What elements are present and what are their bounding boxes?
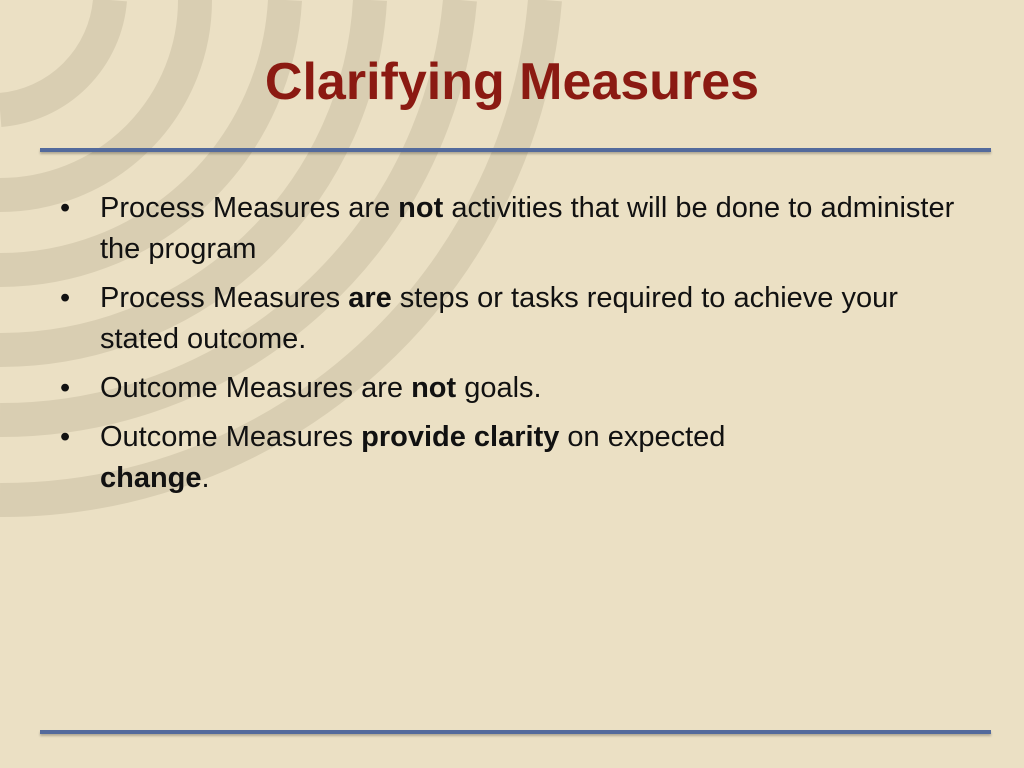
- bullet-text-bold: are: [348, 282, 392, 314]
- bullet-text-plain: steps or tasks required to achieve your stated outcome.: [100, 282, 898, 355]
- bullet-text-plain: Process Measures are: [100, 192, 399, 224]
- bullet-text-bold: change: [100, 462, 202, 494]
- bullet-text-bold: not: [411, 372, 457, 404]
- top-divider: [40, 148, 991, 152]
- bullet-list: [60, 188, 960, 507]
- bullet-text-plain: Outcome Measures: [100, 421, 362, 453]
- bullet-item: [60, 417, 960, 499]
- bullet-item: [60, 188, 960, 270]
- bullet-dot: •: [60, 421, 71, 453]
- bullet-text-plain: goals.: [456, 372, 542, 404]
- bullet-dot: •: [60, 192, 71, 224]
- bullet-text-plain: Process Measures: [100, 282, 349, 314]
- bottom-divider: [40, 730, 991, 734]
- bullet-dot: •: [60, 282, 71, 314]
- bullet-text-bold: not: [398, 192, 444, 224]
- bullet-text-plain: Outcome Measures are: [100, 372, 412, 404]
- bullet-text-bold: provide clarity: [361, 421, 560, 453]
- bullet-item: [60, 368, 960, 409]
- bullet-text-plain: .: [201, 462, 210, 494]
- slide-title: Clarifying Measures: [264, 53, 760, 111]
- bullet-dot: •: [60, 372, 71, 404]
- bullet-text-plain: activities that will be done to administer the program: [100, 192, 955, 265]
- bullet-item: [60, 278, 960, 360]
- bullet-text-plain: on expected: [559, 421, 726, 453]
